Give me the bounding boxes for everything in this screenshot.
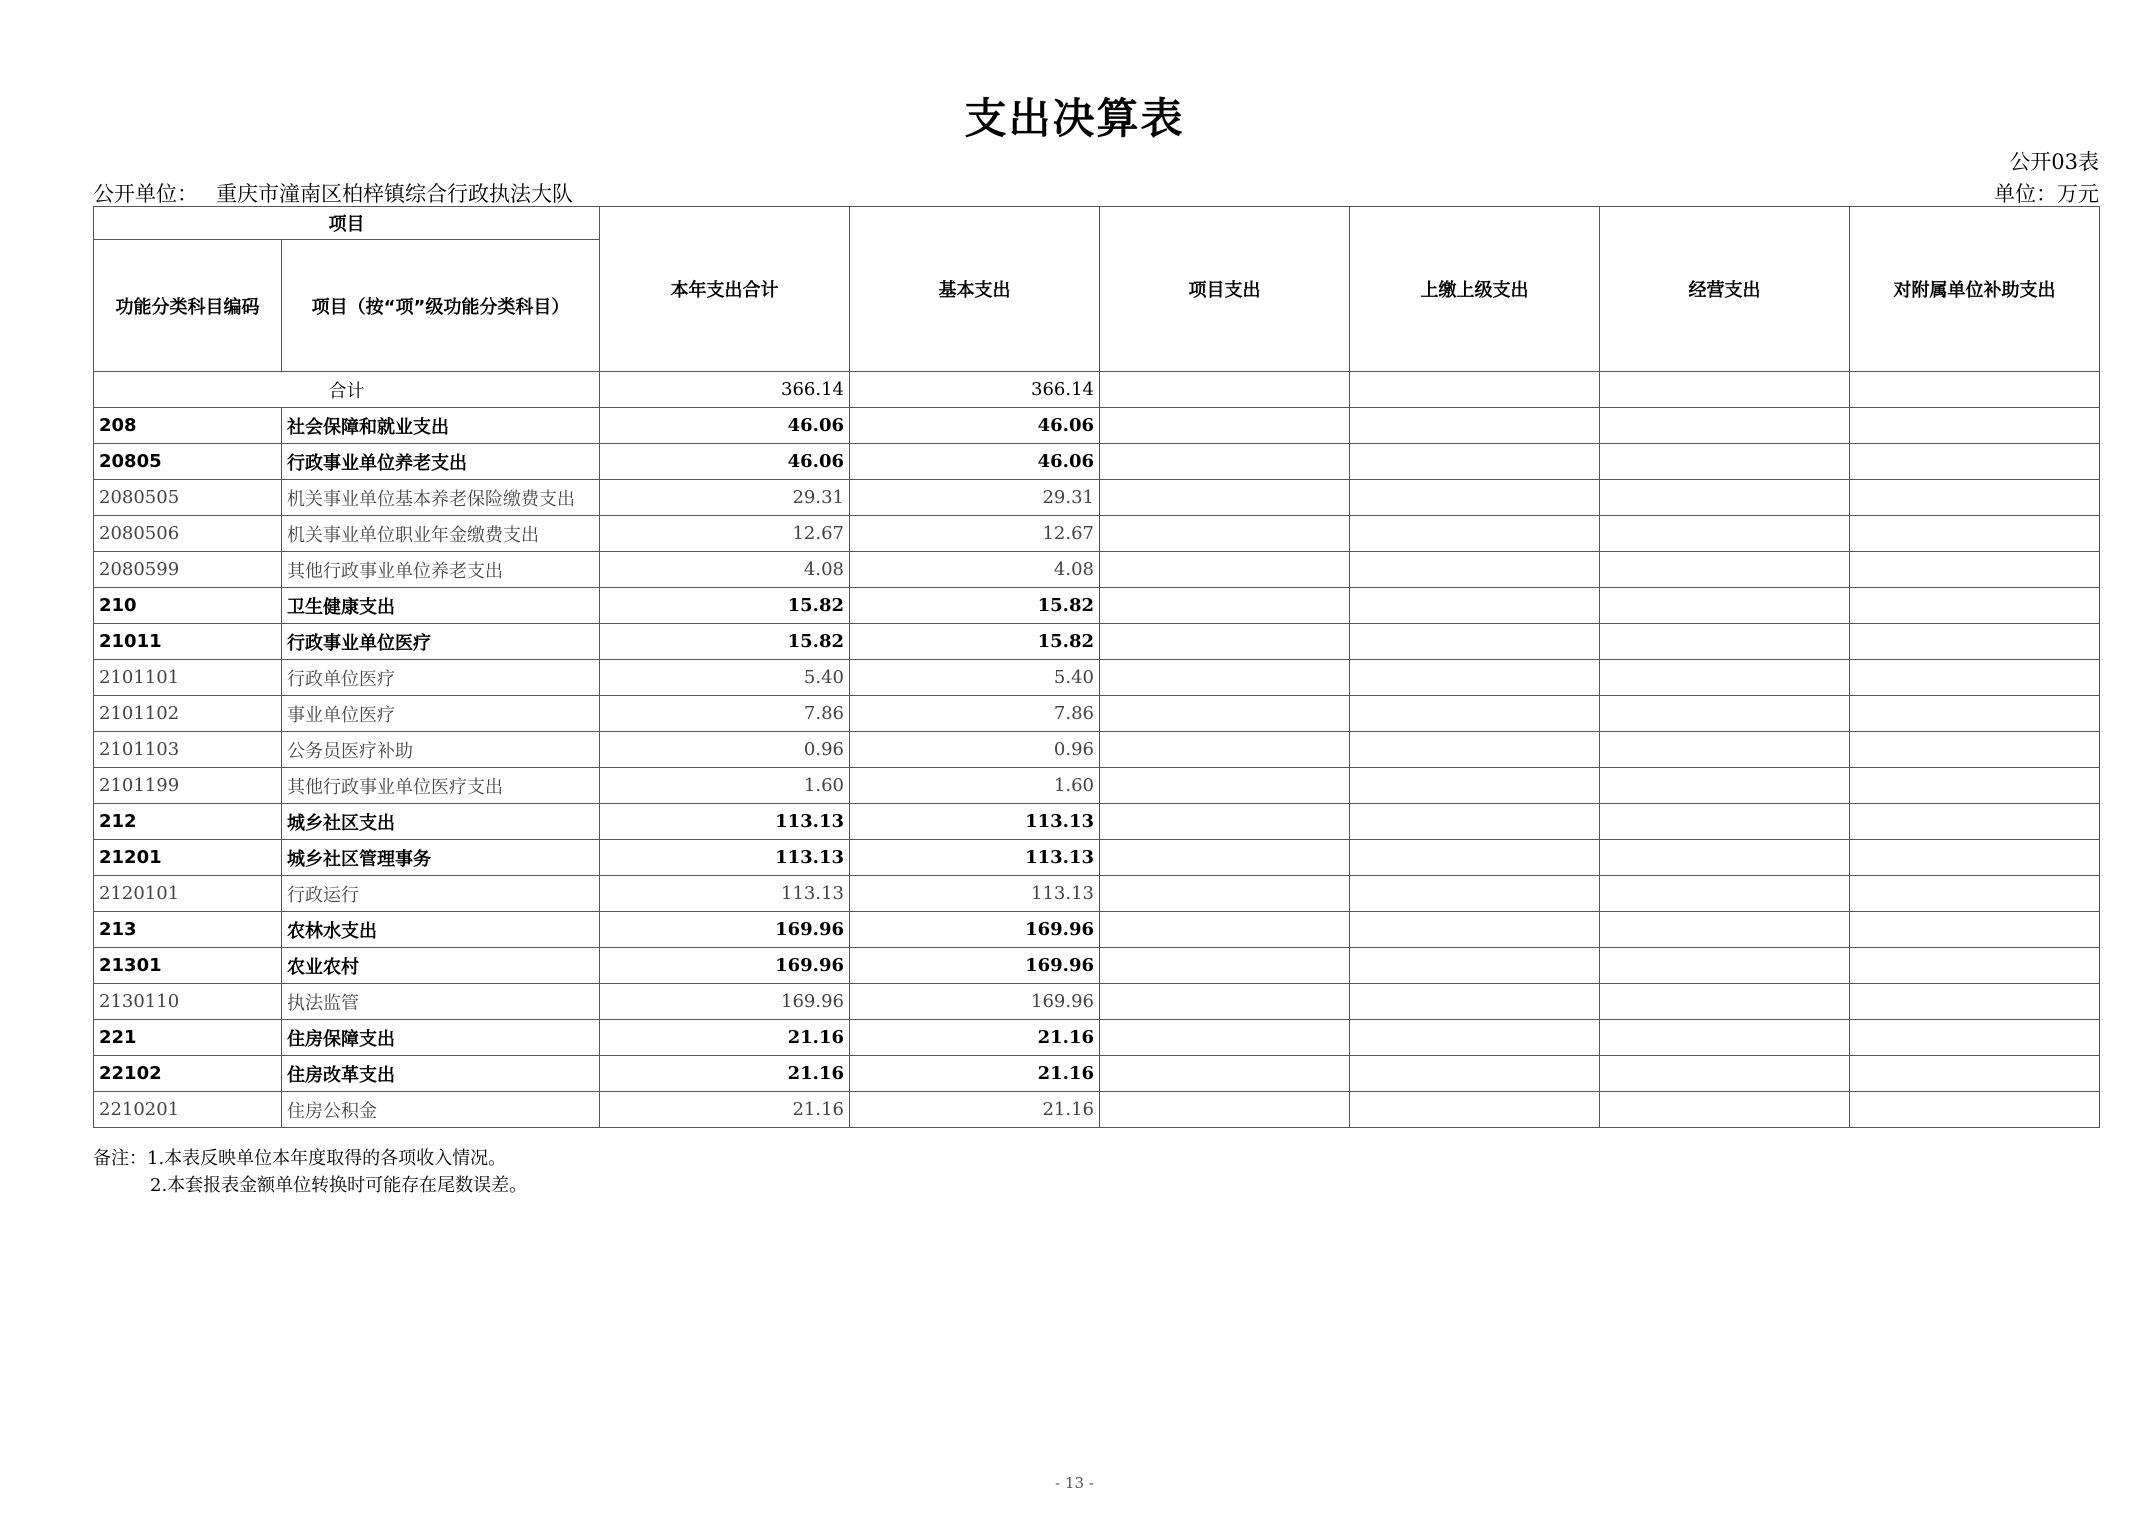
table-row [94, 480, 2100, 516]
row-total: 5.40 [600, 660, 850, 696]
empty-cell [1100, 876, 1350, 912]
empty-cell [1100, 1020, 1350, 1056]
row-basic: 113.13 [850, 804, 1100, 840]
table-row [94, 1056, 2100, 1092]
empty-cell [1850, 732, 2100, 768]
row-basic: 21.16 [850, 1092, 1100, 1128]
row-basic: 15.82 [850, 588, 1100, 624]
row-code: 21201 [94, 840, 282, 876]
row-basic: 169.96 [850, 984, 1100, 1020]
empty-cell [1100, 768, 1350, 804]
row-name: 城乡社区管理事务 [282, 840, 600, 876]
empty-cell [1100, 840, 1350, 876]
row-name: 公务员医疗补助 [282, 732, 600, 768]
header-basic: 基本支出 [850, 207, 1100, 372]
empty-cell [1850, 768, 2100, 804]
row-code: 212 [94, 804, 282, 840]
row-basic: 12.67 [850, 516, 1100, 552]
row-total: 21.16 [600, 1056, 850, 1092]
table-row [94, 588, 2100, 624]
row-total: 113.13 [600, 876, 850, 912]
empty-cell [1350, 408, 1600, 444]
row-total: 1.60 [600, 768, 850, 804]
row-total: 169.96 [600, 912, 850, 948]
row-total: 7.86 [600, 696, 850, 732]
empty-cell [1850, 408, 2100, 444]
currency-unit: 单位：万元 [1994, 182, 2099, 206]
row-name: 行政单位医疗 [282, 660, 600, 696]
row-basic: 46.06 [850, 444, 1100, 480]
empty-cell [1600, 912, 1850, 948]
row-basic: 15.82 [850, 624, 1100, 660]
reporting-unit [93, 178, 573, 208]
page-title: 支出决算表 [964, 94, 1185, 143]
empty-cell [1100, 948, 1350, 984]
empty-cell [1850, 516, 2100, 552]
empty-cell [1350, 1020, 1600, 1056]
row-name: 住房保障支出 [282, 1020, 600, 1056]
row-name: 城乡社区支出 [282, 804, 600, 840]
row-name: 其他行政事业单位养老支出 [282, 552, 600, 588]
empty-cell [1600, 1056, 1850, 1092]
table-body [94, 207, 2100, 1128]
empty-cell [1350, 552, 1600, 588]
empty-cell [1350, 588, 1600, 624]
row-name: 住房公积金 [282, 1092, 600, 1128]
empty-cell [1100, 588, 1350, 624]
empty-cell [1100, 624, 1350, 660]
empty-cell [1850, 588, 2100, 624]
row-code: 2080505 [94, 480, 282, 516]
row-name: 行政事业单位养老支出 [282, 444, 600, 480]
row-total: 15.82 [600, 624, 850, 660]
empty-cell [1100, 804, 1350, 840]
table-row [94, 516, 2100, 552]
empty-cell [1850, 912, 2100, 948]
empty-cell [1850, 984, 2100, 1020]
row-code: 2101103 [94, 732, 282, 768]
table-row [94, 840, 2100, 876]
table-row [94, 804, 2100, 840]
row-name: 社会保障和就业支出 [282, 408, 600, 444]
empty-cell [1850, 1092, 2100, 1128]
empty-cell [1600, 588, 1850, 624]
row-code: 21301 [94, 948, 282, 984]
empty-cell [1850, 696, 2100, 732]
empty-cell [1850, 948, 2100, 984]
empty-cell [1850, 1020, 2100, 1056]
header-superior: 上缴上级支出 [1350, 207, 1600, 372]
row-name: 机关事业单位职业年金缴费支出 [282, 516, 600, 552]
empty-cell [1600, 480, 1850, 516]
row-basic: 46.06 [850, 408, 1100, 444]
empty-cell [1600, 876, 1850, 912]
empty-cell [1100, 732, 1350, 768]
row-basic: 29.31 [850, 480, 1100, 516]
total-row [94, 372, 2100, 408]
row-name: 卫生健康支出 [282, 588, 600, 624]
total-label: 合计 [94, 372, 600, 408]
empty-cell [1100, 516, 1350, 552]
row-name: 行政事业单位医疗 [282, 624, 600, 660]
row-code: 2080506 [94, 516, 282, 552]
row-basic: 0.96 [850, 732, 1100, 768]
row-name: 执法监管 [282, 984, 600, 1020]
row-total: 113.13 [600, 804, 850, 840]
total-amount: 366.14 [600, 372, 850, 408]
row-name: 行政运行 [282, 876, 600, 912]
table-row [94, 624, 2100, 660]
empty-cell [1350, 768, 1600, 804]
table-row [94, 660, 2100, 696]
empty-cell [1100, 372, 1350, 408]
empty-cell [1850, 660, 2100, 696]
row-code: 208 [94, 408, 282, 444]
header-code: 功能分类科目编码 [94, 240, 282, 372]
empty-cell [1850, 876, 2100, 912]
unit-name: 重庆市潼南区柏梓镇综合行政执法大队 [216, 182, 573, 206]
empty-cell [1600, 840, 1850, 876]
empty-cell [1600, 732, 1850, 768]
row-basic: 1.60 [850, 768, 1100, 804]
empty-cell [1600, 948, 1850, 984]
row-name: 农林水支出 [282, 912, 600, 948]
empty-cell [1100, 480, 1350, 516]
row-basic: 113.13 [850, 876, 1100, 912]
table-row [94, 984, 2100, 1020]
table-row [94, 696, 2100, 732]
empty-cell [1600, 1020, 1850, 1056]
row-total: 0.96 [600, 732, 850, 768]
row-total: 4.08 [600, 552, 850, 588]
empty-cell [1600, 552, 1850, 588]
note-1: 备注：1.本表反映单位本年度取得的各项收入情况。 [93, 1148, 507, 1169]
table-row [94, 1020, 2100, 1056]
table-row [94, 552, 2100, 588]
empty-cell [1350, 444, 1600, 480]
empty-cell [1350, 372, 1600, 408]
table-row [94, 912, 2100, 948]
row-basic: 169.96 [850, 948, 1100, 984]
empty-cell [1350, 912, 1600, 948]
empty-cell [1350, 696, 1600, 732]
row-code: 2101199 [94, 768, 282, 804]
row-code: 213 [94, 912, 282, 948]
row-code: 2130110 [94, 984, 282, 1020]
header-item: 项目 [94, 207, 600, 240]
row-code: 2101102 [94, 696, 282, 732]
empty-cell [1350, 804, 1600, 840]
row-basic: 5.40 [850, 660, 1100, 696]
empty-cell [1350, 840, 1600, 876]
empty-cell [1100, 552, 1350, 588]
row-basic: 169.96 [850, 912, 1100, 948]
row-name: 事业单位医疗 [282, 696, 600, 732]
empty-cell [1350, 732, 1600, 768]
empty-cell [1600, 444, 1850, 480]
row-total: 169.96 [600, 948, 850, 984]
row-total: 15.82 [600, 588, 850, 624]
row-basic: 4.08 [850, 552, 1100, 588]
row-name: 其他行政事业单位医疗支出 [282, 768, 600, 804]
row-name: 住房改革支出 [282, 1056, 600, 1092]
row-code: 2120101 [94, 876, 282, 912]
header-name: 项目（按“项”级功能分类科目） [282, 240, 600, 372]
unit-label: 公开单位： [93, 182, 198, 206]
row-total: 21.16 [600, 1020, 850, 1056]
row-name: 机关事业单位基本养老保险缴费支出 [282, 480, 600, 516]
row-code: 20805 [94, 444, 282, 480]
row-total: 46.06 [600, 408, 850, 444]
row-code: 210 [94, 588, 282, 624]
empty-cell [1100, 1092, 1350, 1128]
empty-cell [1350, 516, 1600, 552]
empty-cell [1350, 480, 1600, 516]
row-basic: 7.86 [850, 696, 1100, 732]
note-2: 2.本套报表金额单位转换时可能存在尾数误差。 [150, 1175, 528, 1196]
empty-cell [1350, 984, 1600, 1020]
empty-cell [1850, 552, 2100, 588]
row-name: 农业农村 [282, 948, 600, 984]
empty-cell [1600, 768, 1850, 804]
empty-cell [1600, 408, 1850, 444]
empty-cell [1100, 984, 1350, 1020]
empty-cell [1850, 372, 2100, 408]
empty-cell [1100, 660, 1350, 696]
empty-cell [1850, 624, 2100, 660]
row-total: 29.31 [600, 480, 850, 516]
empty-cell [1850, 444, 2100, 480]
header-business: 经营支出 [1600, 207, 1850, 372]
empty-cell [1600, 804, 1850, 840]
row-total: 12.67 [600, 516, 850, 552]
table-row [94, 768, 2100, 804]
row-basic: 21.16 [850, 1056, 1100, 1092]
empty-cell [1100, 1056, 1350, 1092]
row-basic: 21.16 [850, 1020, 1100, 1056]
row-total: 21.16 [600, 1092, 850, 1128]
empty-cell [1350, 948, 1600, 984]
empty-cell [1100, 408, 1350, 444]
row-code: 2101101 [94, 660, 282, 696]
empty-cell [1600, 372, 1850, 408]
empty-cell [1850, 480, 2100, 516]
empty-cell [1850, 804, 2100, 840]
row-code: 221 [94, 1020, 282, 1056]
empty-cell [1600, 660, 1850, 696]
row-total: 169.96 [600, 984, 850, 1020]
empty-cell [1850, 1056, 2100, 1092]
empty-cell [1600, 624, 1850, 660]
empty-cell [1350, 660, 1600, 696]
row-code: 22102 [94, 1056, 282, 1092]
row-code: 2080599 [94, 552, 282, 588]
expenditure-table [93, 206, 2100, 1128]
empty-cell [1350, 624, 1600, 660]
header-project: 项目支出 [1100, 207, 1350, 372]
header-subsidiary: 对附属单位补助支出 [1850, 207, 2100, 372]
row-total: 46.06 [600, 444, 850, 480]
row-basic: 113.13 [850, 840, 1100, 876]
empty-cell [1600, 696, 1850, 732]
empty-cell [1600, 1092, 1850, 1128]
empty-cell [1350, 1092, 1600, 1128]
empty-cell [1600, 516, 1850, 552]
total-basic: 366.14 [850, 372, 1100, 408]
page-number: - 13 - [1055, 1474, 1094, 1492]
empty-cell [1350, 1056, 1600, 1092]
row-code: 2210201 [94, 1092, 282, 1128]
table-row [94, 948, 2100, 984]
row-code: 21011 [94, 624, 282, 660]
table-row [94, 732, 2100, 768]
form-number: 公开03表 [2009, 150, 2099, 174]
empty-cell [1850, 840, 2100, 876]
empty-cell [1100, 444, 1350, 480]
table-row [94, 408, 2100, 444]
table-row [94, 444, 2100, 480]
table-row [94, 876, 2100, 912]
header-total: 本年支出合计 [600, 207, 850, 372]
empty-cell [1600, 984, 1850, 1020]
row-total: 113.13 [600, 840, 850, 876]
header-row [94, 207, 2100, 240]
empty-cell [1100, 912, 1350, 948]
empty-cell [1350, 876, 1600, 912]
empty-cell [1100, 696, 1350, 732]
table-row [94, 1092, 2100, 1128]
